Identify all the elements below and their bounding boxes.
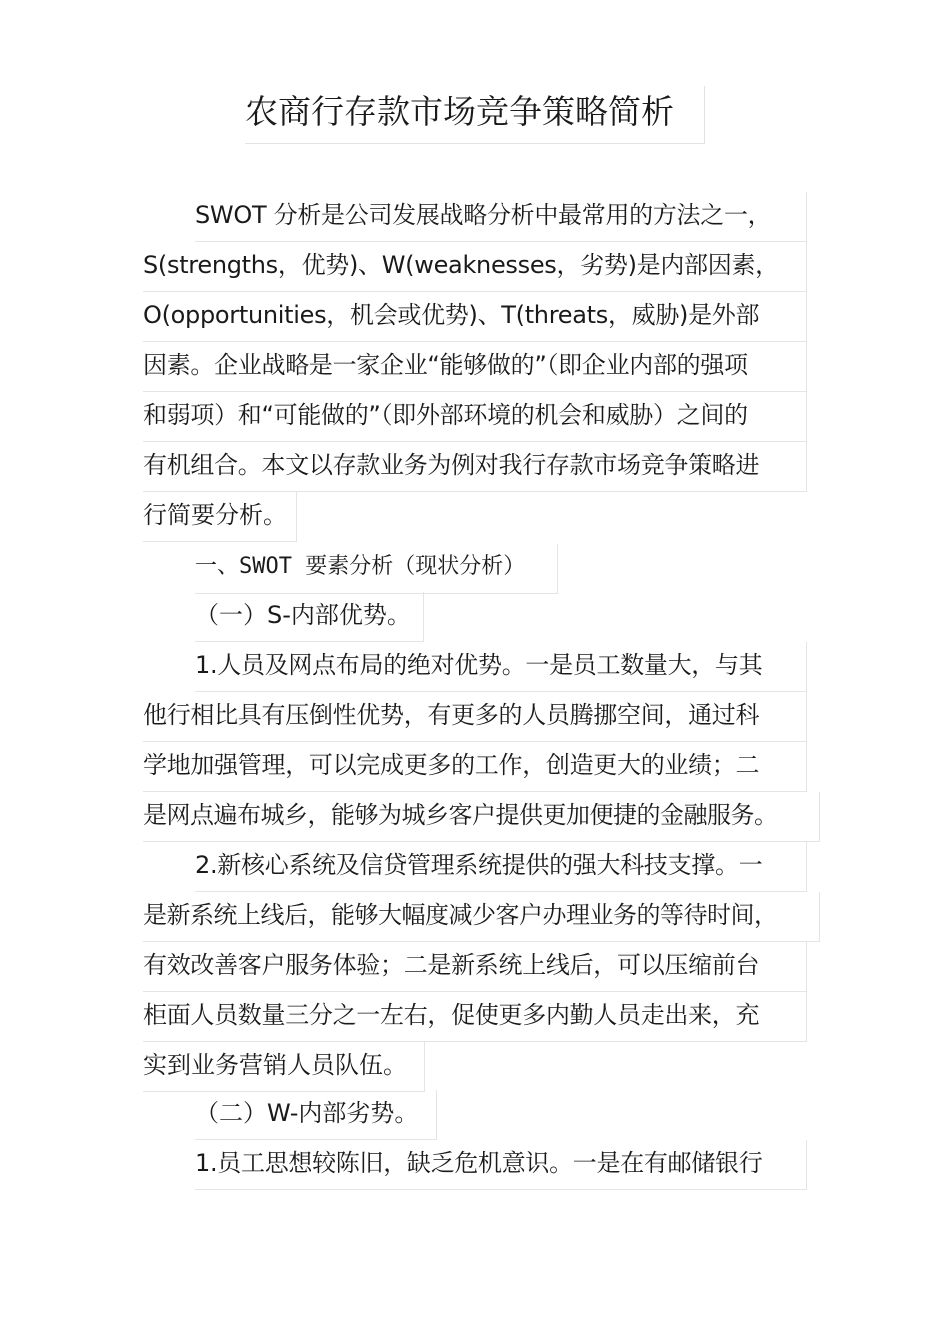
- subsection-heading: （二）W-内部劣势。: [195, 1090, 437, 1140]
- body-text-line: 柜面人员数量三分之一左右，促使更多内勤人员走出来，充: [143, 992, 807, 1042]
- body-text-line: 他行相比具有压倒性优势，有更多的人员腾挪空间，通过科: [143, 692, 807, 742]
- body-text-line: 学地加强管理，可以完成更多的工作，创造更大的业绩；二: [143, 742, 807, 792]
- body-text-line: 是网点遍布城乡，能够为城乡客户提供更加便捷的金融服务。: [143, 792, 820, 842]
- body-text-line: 实到业务营销人员队伍。: [143, 1042, 425, 1092]
- body-text-line: 1.人员及网点布局的绝对优势。一是员工数量大，与其: [195, 642, 807, 692]
- subsection-heading: （一）S-内部优势。: [195, 592, 424, 642]
- document-title: 农商行存款市场竞争策略简析: [245, 86, 705, 144]
- body-text-line: 1.员工思想较陈旧，缺乏危机意识。一是在有邮储银行: [195, 1140, 807, 1190]
- body-text-line: S(strengths，优势)、W(weaknesses，劣势)是内部因素，: [143, 242, 807, 292]
- body-text-line: SWOT 分析是公司发展战略分析中最常用的方法之一，: [195, 192, 807, 242]
- body-text-line: 有效改善客户服务体验；二是新系统上线后，可以压缩前台: [143, 942, 807, 992]
- section-heading: 一、SWOT 要素分析（现状分析）: [195, 544, 558, 594]
- body-text-line: 有机组合。本文以存款业务为例对我行存款市场竞争策略进: [143, 442, 807, 492]
- body-text-line: 是新系统上线后，能够大幅度减少客户办理业务的等待时间，: [143, 892, 820, 942]
- body-text-line: 2.新核心系统及信贷管理系统提供的强大科技支撑。一: [195, 842, 807, 892]
- body-text-line: O(opportunities，机会或优势)、T(threats，威胁)是外部: [143, 292, 807, 342]
- body-text-line: 和弱项）和“可能做的”（即外部环境的机会和威胁）之间的: [143, 392, 807, 442]
- body-text-line: 行简要分析。: [143, 492, 297, 542]
- body-text-line: 因素。企业战略是一家企业“能够做的”（即企业内部的强项: [143, 342, 807, 392]
